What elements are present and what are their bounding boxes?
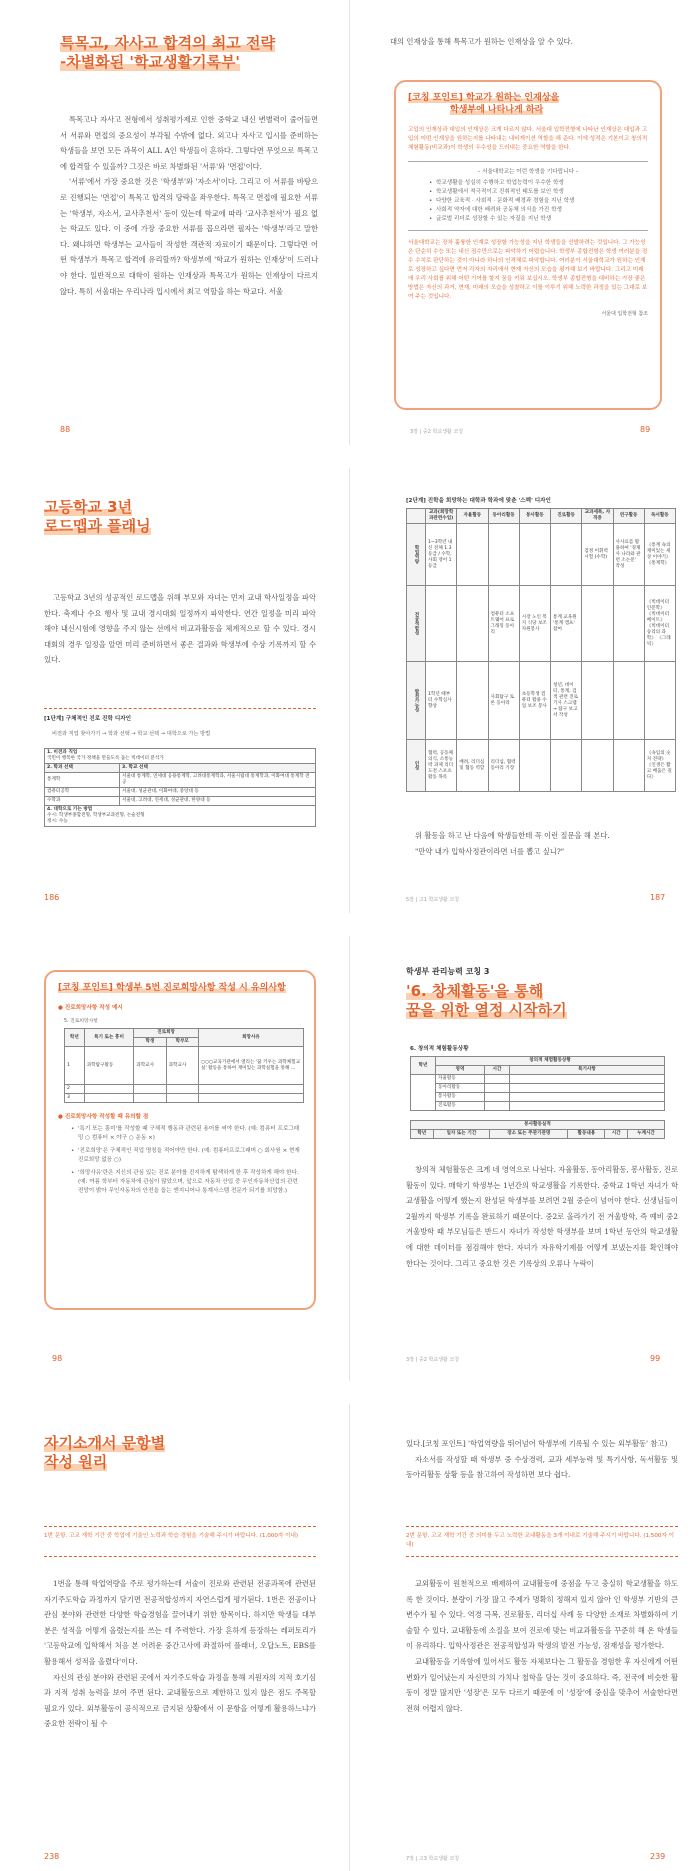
table-cell: 시장 노인 복지 식당 보조 자원봉사 bbox=[519, 586, 550, 662]
flow-text: 비전과 직업 찾아가기 → 학과 선택 → 학교 선택 → 대학으로 가는 방법 bbox=[52, 731, 211, 737]
page-number: 89 bbox=[640, 425, 651, 434]
table-cell: 과학탐구활동 bbox=[84, 1047, 134, 1085]
paragraph: 자신의 관심 분야와 관련된 곳에서 자기주도학습 과정을 통해 지원자의 지적 호기심과 지적 성취 능력을 보여 주면 된다. 교내활동으로 제한하고 있지 않은 점도 주목할 필요가 있다. 외부활동이 공식적으로 금지된 상황에서 이 문항을 어떻게 활용하느냐가 중요한 전략이 될 수 bbox=[44, 1672, 316, 1729]
step-title: [1단계] 구체적인 진로 진학 디자인 bbox=[44, 716, 132, 722]
column-header: 학년 bbox=[411, 1130, 434, 1139]
body-text bbox=[406, 1576, 678, 1716]
career-design-table bbox=[44, 748, 316, 827]
table-cell bbox=[613, 662, 644, 740]
column-header: 특기 또는 흥미 bbox=[84, 1029, 134, 1047]
list-item: • '희망사유'란은 지신의 관심 있는 진로 분야를 진지하게 탐색하게 한 후 작성하게 해야 한다. (예: 여름 학부터 자동차에 관심이 많았으며, 앞으로 자동차 산업 중 무인자동차산업의 관련 전망이 밝아 무인자동차의 안전을 돕는 엔지니어나 통계사스템 전문가 되기를 희망함.) bbox=[78, 1169, 302, 1196]
top-text bbox=[390, 34, 660, 50]
column-header: 진로활동 bbox=[551, 509, 582, 524]
column-header: 교과세특, 자격증 bbox=[582, 509, 613, 524]
table-cell: 청년, 데이터, 통계, 검색 관련 진로 기사 스크랩 → 탐구 보고서 작성 bbox=[551, 662, 582, 740]
paragraph: 있다.[코칭 포인트] '학업역량을 뛰어넘어 학생부에 기록될 수 있는 외부활동' 참고) bbox=[406, 1439, 668, 1448]
list-item: • 학교생활을 성실히 수행하고 학업능력이 우수한 학생 bbox=[436, 179, 648, 188]
page-number: 99 bbox=[650, 1354, 661, 1363]
table-cell bbox=[426, 586, 457, 662]
list-item: • '진로희망'은 구체적인 직업 명칭을 적어야만 한다. (예: 컴퓨터프로그래머 ○ 회사원 × 현재 진로희망 없음 ○) bbox=[78, 1147, 302, 1165]
column-header: 진로희망 bbox=[134, 1029, 199, 1038]
table-cell bbox=[457, 662, 488, 740]
divider bbox=[408, 161, 648, 162]
section-title: 특목고, 자사고 합격의 최고 전략 bbox=[60, 34, 275, 52]
table-cell bbox=[519, 740, 550, 792]
paragraph: 자소서를 작성할 때 학생부 중 수상경력, 교과 세부능력 및 특기사항, 독서활동 및 동아리활동 상황 등을 참고하여 작성하면 보다 쉽다. bbox=[406, 1454, 678, 1480]
column-header: 일자 또는 기간 bbox=[433, 1130, 490, 1139]
table-cell: 검정 어휘력 시험 (수학) bbox=[582, 524, 613, 586]
divider bbox=[44, 1556, 316, 1557]
table-cell: 《빅데이터 인문학》 《빅데이터 베이트》 《빅데이터 승리의 과학》 《그래픽》 bbox=[644, 586, 675, 662]
row-cell: 3. 학교 선택 bbox=[120, 764, 316, 773]
section-title: 자기소개서 문항별 bbox=[44, 1434, 166, 1452]
list-item: • '특기 또는 흥미'를 작성할 때 구체적 행동과 관련된 용어를 써야 한다. (예: 컴퓨터 프로그래밍 ○ 컴퓨터 × 야구 ○ 운동 ×) bbox=[78, 1125, 302, 1143]
table-cell: 초등학생 컴퓨터 활용 수업 보조 봉사 bbox=[519, 662, 550, 740]
page-186 bbox=[0, 468, 350, 913]
column-header: 희망사유 bbox=[199, 1029, 304, 1047]
section-subtitle: -차별화된 '학교생활기록부' bbox=[60, 53, 241, 71]
row-cell: 서울대, 성균관대, 이화여대, 중앙대 등 bbox=[120, 788, 316, 797]
page-number: 238 bbox=[44, 1852, 60, 1861]
activity-form bbox=[410, 1056, 665, 1111]
chapter-footer: 3장 | 중2 학교생활 코칭 bbox=[406, 1357, 460, 1363]
row-cell: 통계학 bbox=[45, 773, 120, 788]
table-cell: 컴퓨터 소프트웨어 프로그래밍 동아리 bbox=[488, 586, 519, 662]
paragraph: 1번을 통해 학업역량을 주로 평가하는데 서술이 진로와 관련된 전공과목에 관련된 자기주도학습 과정까지 담기면 전공적합성까지 자연스럽게 평가된다. 1번은 전공이나 관심 분야와 관련한 다양한 학습경험을 끌어내기 위한 항목이다. 하지만 학생들 대부분은 성적을 어떻게 올렸는지를 쓰는 데 주력한다. 가장 흔하게 등장하는 레퍼토리가 '고등학교에 입학해서 처음 본 어려운 중간고사에 좌절하여 플래너, 오답노트, EBS를 활용해서 성적을 올렸다'이다. bbox=[44, 1579, 316, 1666]
paragraph: 위 활동을 하고 난 다음에 학생들한테 꼭 이런 질문을 해 본다. bbox=[415, 831, 610, 840]
section-subtitle: 작성 원리 bbox=[44, 1453, 108, 1471]
column-header: 누계시간 bbox=[627, 1130, 664, 1139]
column-header: 봉사활동 bbox=[519, 509, 550, 524]
section-subtitle: 꿈을 위한 열정 시작하기 bbox=[406, 1001, 567, 1019]
form-title: 5. 진로희망사항 bbox=[64, 1019, 98, 1024]
table-cell bbox=[519, 524, 550, 586]
table-cell: 3 bbox=[65, 1094, 85, 1103]
page-187 bbox=[350, 468, 700, 913]
divider bbox=[408, 230, 648, 231]
table-cell bbox=[582, 740, 613, 792]
kicker: 학생부 관리능력 코칭 3 bbox=[406, 967, 490, 976]
table-cell bbox=[582, 662, 613, 740]
section-subtitle: 로드맵과 플래닝 bbox=[44, 517, 151, 535]
body-text bbox=[44, 1576, 316, 1732]
subheading: ● 진로희망사항 작성할 때 유의할 점 bbox=[58, 1114, 149, 1120]
chapter-footer: 3장 | 중2 학교생활 코칭 bbox=[410, 429, 464, 435]
table-cell bbox=[457, 524, 488, 586]
table-cell: 배려, 리더십 및 협동 역할 bbox=[457, 740, 488, 792]
table-cell: 과학교사 bbox=[166, 1047, 198, 1085]
row-cell: 4. 대학으로 가는 방법 수시: 학생부종합전형, 학생부교과전형, 논술전형 정시: 수능 bbox=[45, 806, 316, 827]
divider bbox=[406, 1526, 678, 1527]
volunteer-form bbox=[410, 1120, 665, 1139]
column-header: 시간 bbox=[605, 1130, 628, 1139]
list-item: • 글로벌 리더로 성장할 수 있는 자질을 지닌 학생 bbox=[436, 215, 648, 224]
page-88 bbox=[0, 0, 350, 445]
section-title: '6. 창체활동'을 통해 bbox=[406, 982, 544, 1000]
column-header: 학년 bbox=[65, 1029, 85, 1047]
paragraph: 창의적 체험활동은 크게 네 영역으로 나뉜다. 자율활동, 동아리활동, 봉사활동, 진로활동이 있다. 매학기 학생부는 1년간의 학교생활을 기록한다. 중학교 1학년 자녀가 학교생활을 어떻게 했는지 완성된 학생부를 보려면 2월 중순이 넘어야 한다. 선생님들이 2월까지 학생부 기록을 완료하기 때문이다. 중2로 올라가기 전 겨울방학, 즉 예비 중2 겨울방학 때 부모님들은 반드시 자녀가 작성한 학생부를 보며 1학년 동안의 학교생활에 대한 데이터를 점검해야 한다. 자녀가 자유학기제를 어떻게 보냈는지를 확인해야 한다는 것이다. 그리고 중요한 것은 기록상의 오류나 누락이 bbox=[406, 1165, 678, 1268]
row-cell: 수학과 bbox=[45, 797, 120, 806]
table-cell: 1학년 때부터 수학심사 향상 bbox=[426, 662, 457, 740]
body-text bbox=[60, 112, 318, 299]
page-239 bbox=[350, 1404, 700, 1871]
page-238 bbox=[0, 1404, 350, 1871]
column-header: 동아리활동 bbox=[488, 509, 519, 524]
spec-design-table bbox=[406, 508, 676, 792]
notes-list bbox=[68, 1125, 302, 1196]
page-98 bbox=[0, 936, 350, 1381]
career-hope-form bbox=[64, 1028, 304, 1103]
table-cell: ○○○교육기관에서 열리는 '꿈 키우는 과학체험교실' 활동을 통하여 재미있는 과학실험을 통해 … bbox=[199, 1047, 304, 1085]
subheading: ● 진로희망사항 작성 예시 bbox=[58, 1005, 123, 1011]
table-cell: 1 bbox=[65, 1047, 85, 1085]
box-source: 서울대 입학전형 참조 bbox=[601, 311, 648, 317]
page-number: 88 bbox=[60, 425, 71, 434]
table-cell: 통계 교육원 '통계 캠프' 참여 bbox=[551, 586, 582, 662]
body-text bbox=[406, 1162, 678, 1271]
table-cell: 봉사활동 bbox=[436, 1093, 485, 1102]
coaching-box bbox=[394, 80, 662, 410]
corner-cell bbox=[407, 509, 426, 524]
page-99 bbox=[350, 936, 700, 1381]
trait-list bbox=[426, 179, 648, 224]
row-cell: 1. 비전과 직업 국민이 행복한 국가 정책을 만들도록 돕는 빅데이터 분석가 bbox=[45, 749, 316, 764]
page-number: 239 bbox=[650, 1852, 666, 1861]
step-title: [2단계] 진학을 희망하는 대학과 학과에 맞춘 '스펙' 디자인 bbox=[406, 498, 551, 504]
table-cell: 진로활동 bbox=[436, 1102, 485, 1111]
row-header: 인성 bbox=[407, 740, 426, 792]
table-cell: 《통계 속의 재미있는 세상 이야기》 《통계학》 bbox=[644, 524, 675, 586]
box-title: [코칭 포인트] 학생부 5번 진로희망사항 작성 시 유의사항 bbox=[58, 983, 286, 993]
body-text bbox=[44, 590, 316, 668]
chapter-footer: 7장 | 고3 학교생활 코칭 bbox=[406, 1856, 460, 1862]
column-header: 연구활동 bbox=[613, 509, 644, 524]
box-title-line2: 학생부에 나타나게 하라 bbox=[450, 105, 544, 115]
divider bbox=[44, 1526, 316, 1527]
page-number: 98 bbox=[52, 1354, 63, 1363]
table-cell bbox=[551, 740, 582, 792]
column-subheader: 학부모 bbox=[166, 1038, 198, 1047]
body-text-top bbox=[406, 1436, 678, 1483]
page-number: 187 bbox=[650, 893, 666, 902]
list-item: • 사회적 약자에 대한 배려와 공동체 의식을 가진 학생 bbox=[436, 206, 648, 215]
list-heading: – 서울대학교는 이런 학생을 기다립니다 – bbox=[477, 169, 579, 175]
section-title: 고등학교 3년 bbox=[44, 498, 133, 516]
row-header: 전공적합성 bbox=[407, 586, 426, 662]
table-cell: 사사료를 활용하여 '경제사 나라와 관련 소논문' 작성 bbox=[613, 524, 644, 586]
question-1: 1번 문항. 고교 재학 기간 중 학업에 기울인 노력과 학습 경험을 기술해 주시기 바랍니다. (1,000자 이내) bbox=[44, 1533, 299, 1539]
column-header: 장소 또는 주관기관명 bbox=[490, 1130, 568, 1139]
divider bbox=[44, 708, 316, 709]
column-header: 독서활동 bbox=[644, 509, 675, 524]
paragraph: 교내활동을 기록함에 있어서도 활동 자체보다는 그 활동을 경험한 후 자신에게 어떤 변화가 일어났는지 자신만의 가치나 철학을 담는 것이 중요하다. 즉, 전국에 비슷한 활동이 정말 많지만 '성장'은 모두 다르기 때문에 이 '성장'에 중심을 맞추어 서술한다면 전혀 어렵지 않다. bbox=[406, 1656, 678, 1713]
question-2: 2번 문항. 고교 재학 기간 중 의미를 두고 노력한 교내활동을 3개 이내로 기술해 주시기 바랍니다. (1,500자 이내) bbox=[406, 1533, 675, 1548]
table-cell bbox=[488, 524, 519, 586]
spread-1 bbox=[0, 0, 700, 445]
column-header: 시간 bbox=[484, 1066, 509, 1075]
chapter-footer: 5장 | 고1 학교생활 코칭 bbox=[406, 897, 460, 903]
page-number: 186 bbox=[44, 893, 60, 902]
row-cell: 2. 학과 선택 bbox=[45, 764, 120, 773]
column-header: 자율활동 bbox=[457, 509, 488, 524]
table-cell bbox=[457, 586, 488, 662]
spread-3 bbox=[0, 936, 700, 1381]
row-cell: 서울대 통계학, 연세대 응용통계학, 고려대통계학과, 서울시립대 통계학과, 이화여대 통계학 전공 bbox=[120, 773, 316, 788]
row-cell: 서울대, 고려대, 연세대, 성균관대, 한양대 등 bbox=[120, 797, 316, 806]
coaching-box bbox=[44, 970, 316, 1310]
divider bbox=[406, 1556, 678, 1557]
table-cell bbox=[551, 524, 582, 586]
paragraph: '서류'에서 가장 중요한 것은 '학생부'와 '자소서'이다. 그리고 이 서류를 바탕으로 진행되는 '면접'이 특목고 합격의 당락을 좌우한다. 특목고 면접에 필요한 서류는 '학생부, 자소서, 교사추천서' 등이 있는데 학교에 따라 '교사추천서'가 필요 없는 학교도 있다. 이 중에 가장 중요한 서류를 꼽으라면 필자는 '학생부'라고 말한다. 왜냐하면 학생부는 교사들이 작성한 객관적 자료이기 때문이다. 그렇다면 어떤 학생부가 특목고 합격에 유리할까? 학생부에 '학교가 원하는 인재상'이 드러나야 한다. 일반적으로 대학이 원하는 인재상과 특목고가 원하는 인재상이 다르지 않다. 특히 서울대는 우리나라 입시에서 최고 역할을 하는 학교다. 서울 bbox=[60, 177, 318, 296]
table-cell bbox=[613, 740, 644, 792]
table-cell: 협력, 공동체의식, 소통능력 과제 리더 도전 스포츠 활동 목록 bbox=[426, 740, 457, 792]
column-header: 활동내용 bbox=[568, 1130, 605, 1139]
row-header: 발전가능성 bbox=[407, 662, 426, 740]
column-header: 창의적 체험활동상황 bbox=[436, 1057, 665, 1066]
box-intro: 고입의 인재상과 대입의 인재상은 크게 다르지 않다. 서울대 입학전형에 나타난 인재상은 대입과 고입의 어떤 인재상을 원하는지를 나타내는 내비게이션 역할을 해 준다. 이에 성적은 기본이고 창의적체험활동(비교과)이 학생의 우수성을 드러내는 중요한 역할을 한다. bbox=[408, 127, 648, 151]
page-89 bbox=[350, 0, 700, 445]
column-header: 교과(희망학과관련수업) bbox=[426, 509, 457, 524]
column-header: 학년 bbox=[411, 1057, 436, 1075]
table-cell bbox=[582, 586, 613, 662]
column-subheader: 학생 bbox=[134, 1038, 166, 1047]
table-cell: 《속임의 숫지 전략》 《인생은 짧고 배움은 길다》 bbox=[644, 740, 675, 792]
row-cell: 컴퓨터공학 bbox=[45, 788, 120, 797]
table-cell: 사회탐구 토론 동아리 bbox=[488, 662, 519, 740]
body-text bbox=[406, 828, 676, 859]
list-item: • 학교생활에서 적극적이고 진취적인 태도를 보인 학생 bbox=[436, 188, 648, 197]
table-cell: 1~3학년 내신 전체 1.3등급 / 수학, 사회 영어 1등급 bbox=[426, 524, 457, 586]
table-cell: 리더십, 협력 동아리 기장 bbox=[488, 740, 519, 792]
column-header: 봉사활동실적 bbox=[411, 1121, 665, 1130]
column-header: 영역 bbox=[436, 1066, 485, 1075]
paragraph: 고등학교 3년의 성공적인 로드맵을 위해 부모와 자녀는 먼저 교내 학사일정을 파악한다. 축제나 수요 행사 및 교내 경시대회 일정까지 파악한다. 연간 일정을 미리 파악해야 내신시험에 영향을 주지 않는 선에서 비교과활동을 체계적으로 할 수 있다. 경시대회의 경우 일정을 알면 미리 준비하면서 좋은 결과와 학생부에 수상 기록까지 할 수 있다. bbox=[44, 593, 316, 665]
box-body: 서울대학교는 장차 훌륭한 인재로 성장할 가능성을 지닌 학생들을 선발하려는 것입니다. 그 가능성은 단순히 수능 또는 내신 점수만으로는 파악하기 어렵습니다. 학생부 종합전형은 학생 여러분을 점수 수치로 판단하는 것이 아니라 하나의 인격체로 파악합니다. 여러분이 서울대학교가 원하는 인재로 성장하고 싶다면 먼저 각자의 자리에서 현재 자신의 모습을 평가해 보기 바랍니다. 그리고 미래에 우리 사회를 위해 어떤 기여를 할지 꿈을 키워 보십시오. 학생부 종합전형을 대비하는 가장 좋은 방법은 자신의 과거, 현재, 미래의 모습을 성찰하고 이를 이루기 위해 노력한 과정을 있는 그대로 보여 주는 것입니다. bbox=[408, 240, 648, 300]
paragraph: "만약 내가 입학사정관이라면 너를 뽑고 싶니?" bbox=[415, 846, 565, 856]
table-cell: 과학교사 bbox=[134, 1047, 166, 1085]
list-item: • 다양한 교육적 · 사회적 · 문화적 배경과 경험을 지닌 학생 bbox=[436, 197, 648, 206]
spread-4 bbox=[0, 1404, 700, 1871]
paragraph: 교외활동이 원천적으로 배제하여 교내활동에 중점을 두고 충실히 학교생활을 하도록 한 것이다. 분량이 가장 많고 주제가 명확히 정해져 있지 않아 인 학생부 기반의 큰 변수가 될 수 있다. 역경 극복, 진로활동, 리더십 사례 등 다양한 소재로 차별화하여 기술할 수 있다. 교내활동에 소질을 보여 진로에 맞는 비교과활동을 꾸준히 해 온 학생들이 유리하다. 입학사정관은 전공적합성과 학생의 발전 가능성, 잠재성을 평가한다. bbox=[406, 1579, 678, 1651]
table-cell: 동아리활동 bbox=[436, 1084, 485, 1093]
table-cell: 자율활동 bbox=[436, 1075, 485, 1084]
table-cell bbox=[644, 662, 675, 740]
form-title: 6. 창의적 체험활동상황 bbox=[410, 1046, 469, 1052]
table-cell bbox=[613, 586, 644, 662]
paragraph: 대의 인재상을 통해 특목고가 원하는 인재상을 알 수 있다. bbox=[390, 37, 573, 46]
box-title: [코칭 포인트] 학교가 원하는 인재상을 bbox=[408, 93, 560, 103]
column-header: 특기사항 bbox=[510, 1066, 665, 1075]
row-header: 학업역량 bbox=[407, 524, 426, 586]
table-cell: 2 bbox=[65, 1085, 85, 1094]
paragraph: 특목고나 자사고 전형에서 성취평가제로 인한 중학교 내신 변별력이 줄어들면서 서류와 면접의 중요성이 부각될 수밖에 없다. 외고나 자사고 입시를 준비하는 학생들을 보면 모든 과목이 ALL A인 학생들이 흔하다. 그렇다면 무엇으로 특목고에 합격할 수 있을까? 그것은 바로 차별화된 '서류'와 '면접'이다. bbox=[60, 115, 318, 171]
spread-2 bbox=[0, 468, 700, 913]
